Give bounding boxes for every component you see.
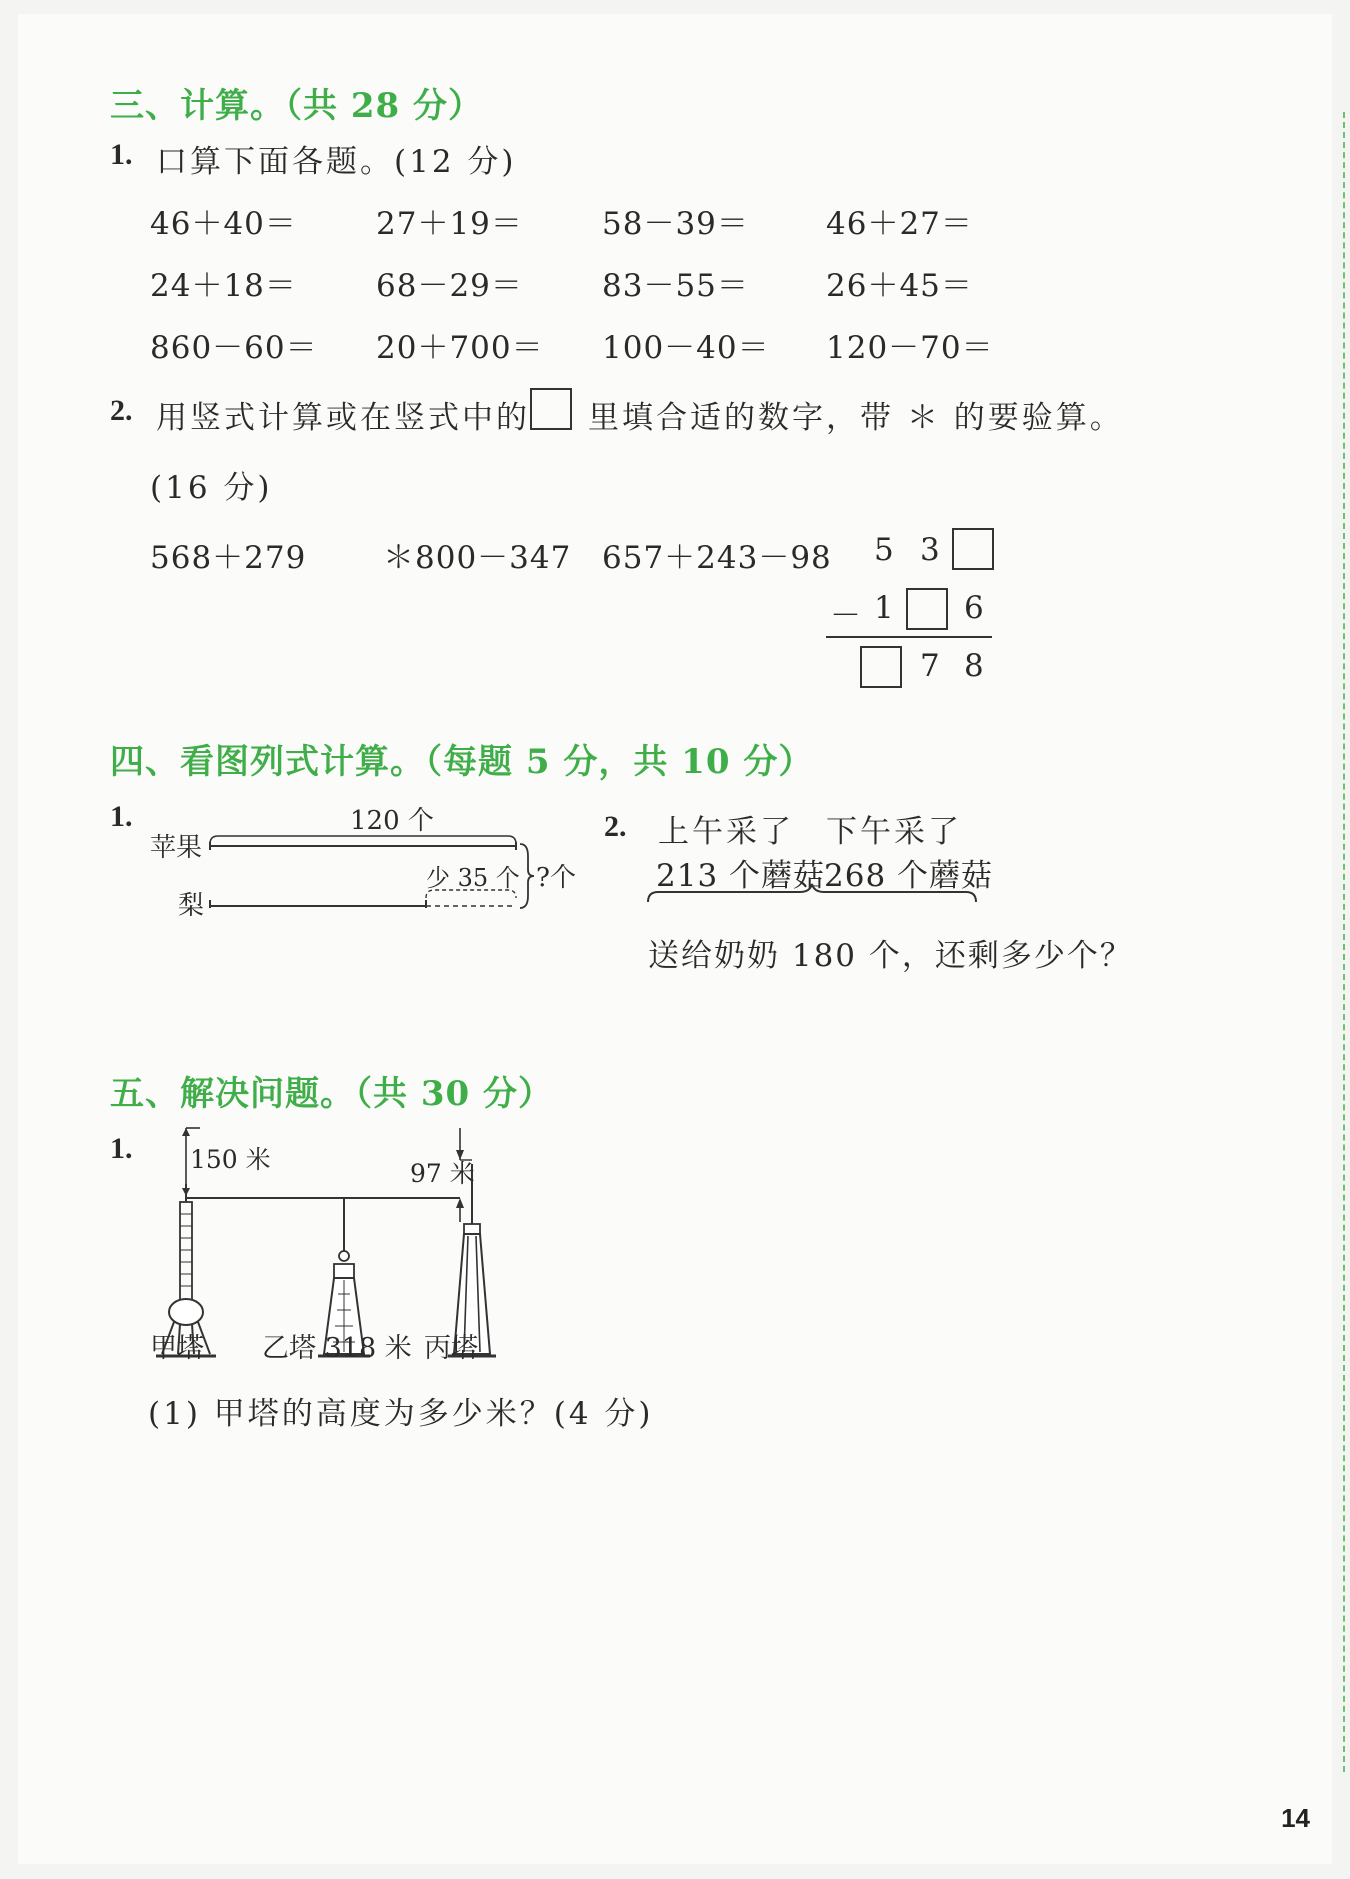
vertical-problem: ＊800－347 (383, 540, 572, 576)
tower-a-label: 甲塔 (150, 1333, 204, 1364)
oral-calc: 58－39＝ (602, 206, 749, 242)
afternoon-amount: 268 个蘑菇 (824, 858, 994, 894)
p4-2-number: 2. (604, 810, 627, 843)
label-97: 97 米 (410, 1159, 475, 1188)
mushroom-question: 送给奶奶 180 个，还剩多少个？ (648, 938, 1133, 974)
worksheet-page (18, 14, 1332, 1864)
section-3-title: 三、计算。（共 28 分） (110, 86, 483, 126)
q5-1-sub1: (1) 甲塔的高度为多少米？(4 分) (148, 1396, 654, 1432)
q1-instruction: 口算下面各题。(12 分) (156, 144, 517, 180)
tower-b-label: 乙塔 318 米 (262, 1333, 412, 1364)
answer-box[interactable] (860, 646, 902, 688)
answer-box[interactable] (906, 588, 948, 630)
q2-number: 2. (110, 394, 133, 427)
vertical-digit: 8 (964, 648, 985, 684)
p4-1-number: 1. (110, 800, 133, 833)
section-5-title: 五、解决问题。（共 30 分） (110, 1074, 553, 1114)
tower-c-label: 丙塔 (424, 1333, 478, 1364)
afternoon-label: 下午采了 (826, 814, 962, 850)
pear-label: 梨 (178, 891, 205, 921)
vertical-digit: 1 (874, 590, 895, 626)
oral-calc: 83－55＝ (602, 268, 749, 304)
q1-number: 1. (110, 138, 133, 171)
mushroom-brace (644, 882, 984, 908)
label-150: 150 米 (190, 1145, 271, 1174)
section-4-title: 四、看图列式计算。（每题 5 分，共 10 分） (110, 742, 814, 782)
oral-calc: 120－70＝ (826, 330, 994, 366)
total-label: 120 个 (350, 806, 434, 836)
vertical-digit: 7 (920, 648, 941, 684)
vertical-digit: 6 (964, 590, 985, 626)
q2-points: (16 分) (150, 470, 273, 506)
oral-calc: 27＋19＝ (376, 206, 523, 242)
vertical-line (826, 636, 992, 638)
oral-calc: 68－29＝ (376, 268, 523, 304)
blank-box-sample (530, 388, 572, 430)
q2-instruction-b: 里填合适的数字，带 ＊ 的要验算。 (588, 400, 1124, 436)
q5-1-number: 1. (110, 1132, 133, 1165)
vertical-problem: 657＋243－98 (602, 540, 832, 576)
less-label: 少 35 个 (426, 864, 520, 892)
oral-calc: 100－40＝ (602, 330, 770, 366)
oral-calc: 46＋40＝ (150, 206, 297, 242)
minus-sign: － (830, 598, 862, 634)
vertical-digit: 3 (920, 532, 941, 568)
question-label: ?个 (536, 863, 576, 893)
margin-divider (1343, 112, 1345, 1772)
page-number: 14 (1281, 1803, 1310, 1833)
vertical-problem: 568＋279 (150, 540, 307, 576)
apple-pear-diagram (138, 794, 598, 924)
oral-calc: 20＋700＝ (376, 330, 544, 366)
oral-calc: 46＋27＝ (826, 206, 973, 242)
morning-label: 上午采了 (658, 814, 794, 850)
oral-calc: 26＋45＝ (826, 268, 973, 304)
oral-calc: 860－60＝ (150, 330, 318, 366)
oral-calc: 24＋18＝ (150, 268, 297, 304)
q2-instruction-a: 用竖式计算或在竖式中的 (156, 400, 530, 436)
morning-amount: 213 个蘑菇 (656, 858, 826, 894)
apple-label: 苹果 (150, 833, 203, 863)
answer-box[interactable] (952, 528, 994, 570)
vertical-digit: 5 (874, 532, 895, 568)
